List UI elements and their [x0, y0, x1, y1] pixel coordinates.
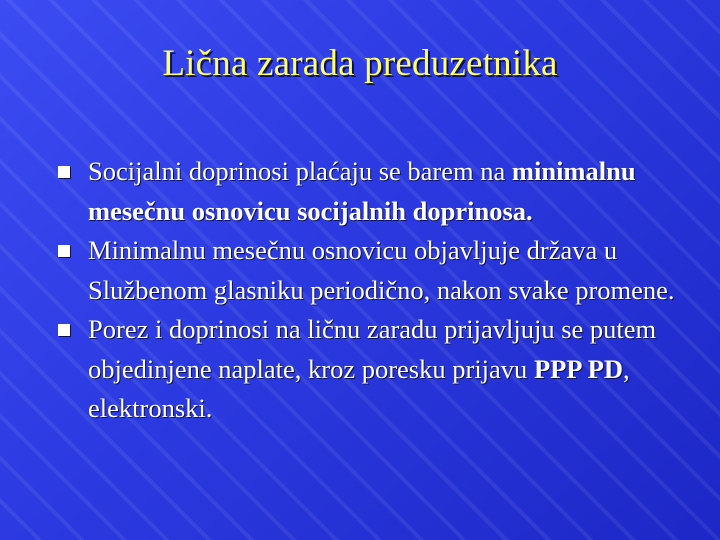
bullet-item-1: [58, 152, 678, 231]
bullet-item-2-text: Minimalnu mesečnu osnovicu objavljuje država u Službenom glasniku periodično, nakon svake promene.: [88, 235, 675, 305]
bullet-item-3: [58, 310, 678, 429]
bullet-list: [58, 152, 678, 429]
bullet-item-3-text-after: , elektronski.: [88, 353, 630, 423]
square-bullet-icon: [58, 324, 70, 336]
bullet-item-3-bold-text: PPP PD: [533, 353, 623, 384]
bullet-item-1-text: Socijalni doprinosi plaćaju se barem na: [88, 156, 512, 186]
slide-title: Lična zarada preduzetnika: [162, 43, 558, 84]
bullet-item-2: [58, 231, 678, 310]
square-bullet-icon: [58, 166, 70, 178]
bullet-item-3-text: Porez i doprinosi na ličnu zaradu prijavljuju se putem objedinjene naplate, kroz poresku prijavu: [88, 314, 657, 384]
bullet-item-1-bold-text: minimalnu mesečnu osnovicu socijalnih doprinosa.: [88, 156, 636, 226]
square-bullet-icon: [58, 245, 70, 257]
